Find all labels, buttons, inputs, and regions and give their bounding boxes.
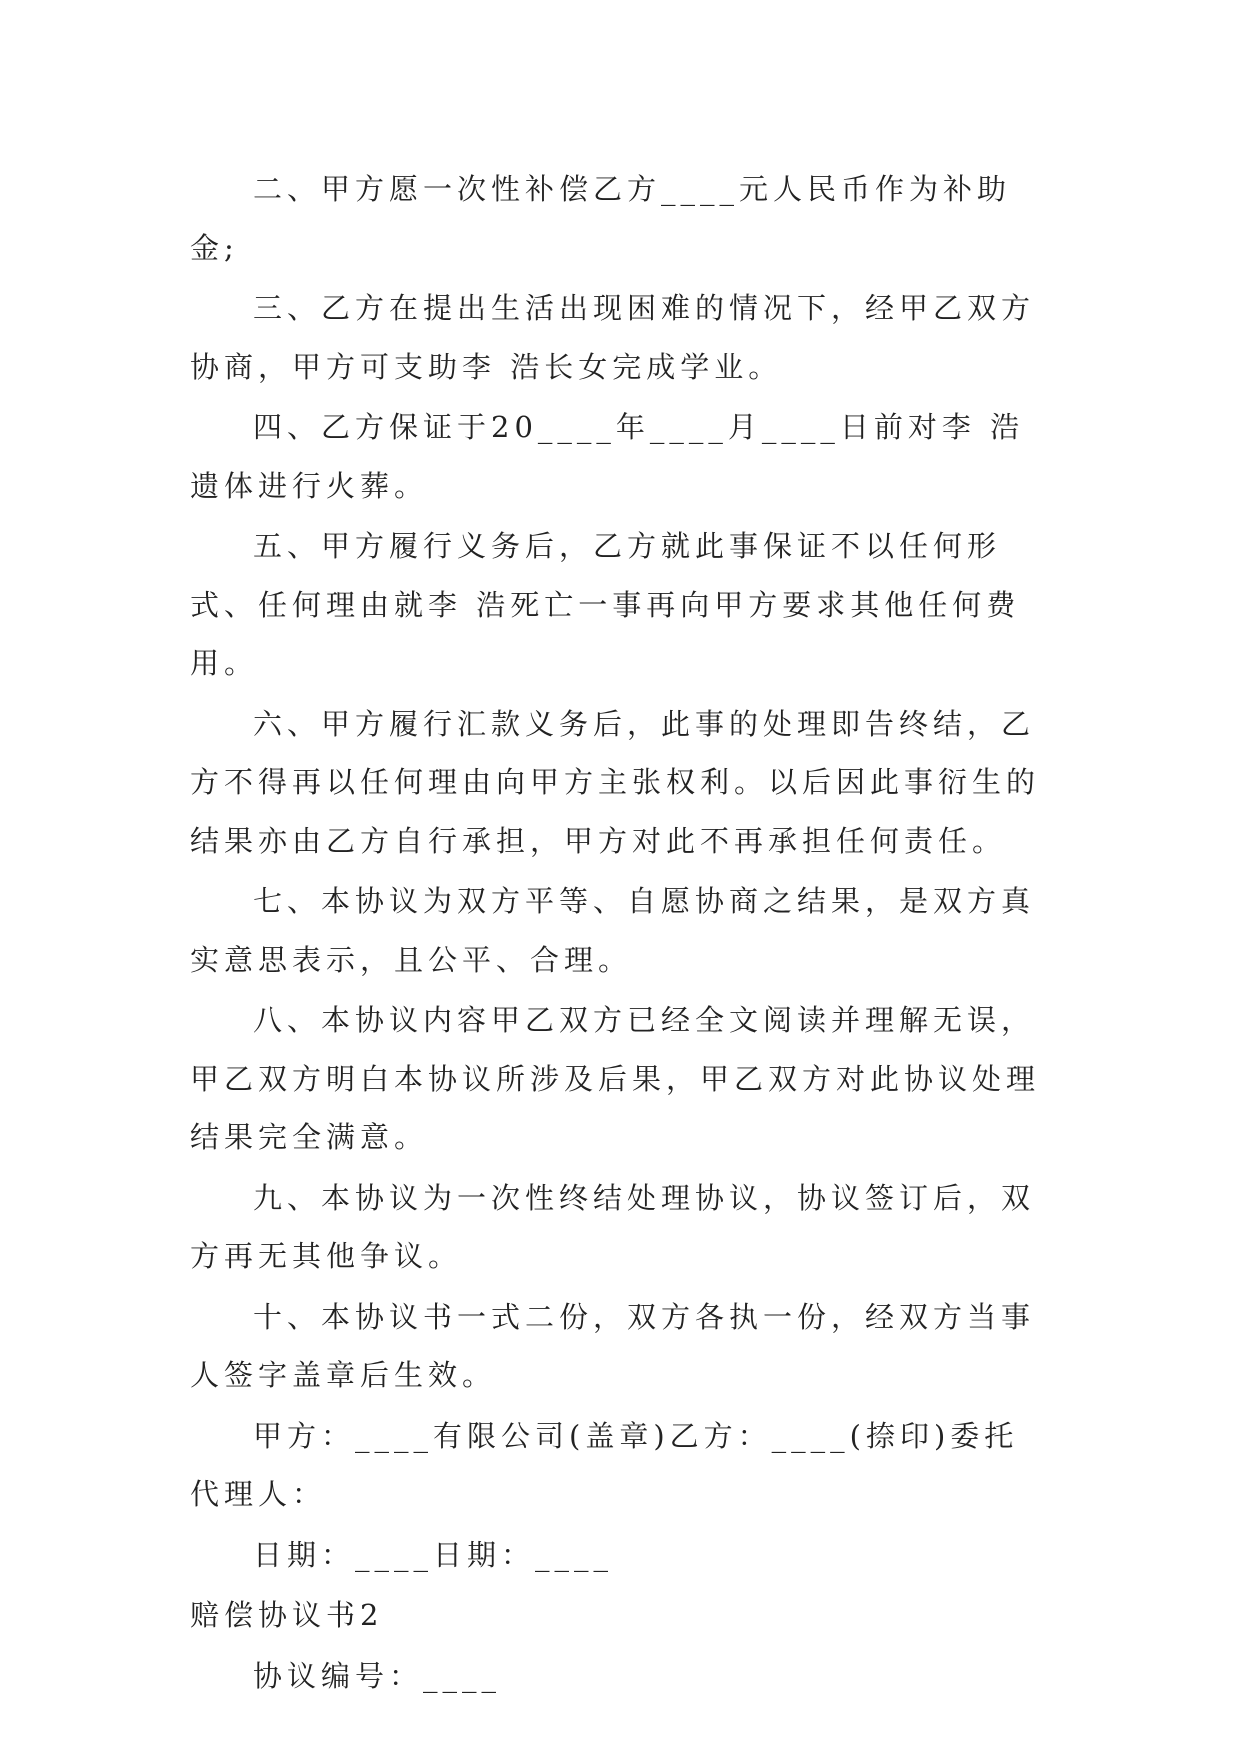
clause-8-paragraph: 八、本协议内容甲乙双方已经全文阅读并理解无误，甲乙双方明白本协议所涉及后果，甲乙双方对此协议处理结果完全满意。 — [190, 1003, 1041, 1154]
clause-4-paragraph: 四、乙方保证于20____年____月____日前对李 浩遗体进行火葬。 — [190, 410, 1025, 503]
signature-line: 甲方：____有限公司(盖章)乙方：____(捺印)委托代理人： — [190, 1418, 1019, 1511]
section-title: 赔偿协议书2 — [190, 1598, 384, 1632]
clause-5-paragraph: 五、甲方履行义务后，乙方就此事保证不以任何形式、任何理由就李 浩死亡一事再向甲方要求其他任何费用。 — [190, 529, 1021, 680]
clause-7-paragraph: 七、本协议为双方平等、自愿协商之结果，是双方真实意思表示，且公平、合理。 — [190, 884, 1036, 977]
document-body — [190, 160, 1050, 1707]
date-line: 日期：____日期：____ — [253, 1537, 614, 1572]
clause-2-paragraph: 二、甲方愿一次性补偿乙方____元人民币作为补助金; — [190, 172, 1012, 265]
clause-6-paragraph: 六、甲方履行汇款义务后，此事的处理即告终结，乙方不得再以任何理由向甲方主张权利。以后因此事衍生的结果亦由乙方自行承担，甲方对此不再承担任何责任。 — [190, 706, 1041, 858]
clause-9-paragraph: 九、本协议为一次性终结处理协议，协议签订后，双方再无其他争议。 — [190, 1180, 1036, 1273]
clause-3-paragraph: 三、乙方在提出生活出现困难的情况下，经甲乙双方协商，甲方可支助李 浩长女完成学业。 — [190, 291, 1036, 384]
agreement-number-line: 协议编号：____ — [253, 1658, 502, 1693]
clause-10-paragraph: 十、本协议书一式二份，双方各执一份，经双方当事人签字盖章后生效。 — [190, 1299, 1036, 1392]
